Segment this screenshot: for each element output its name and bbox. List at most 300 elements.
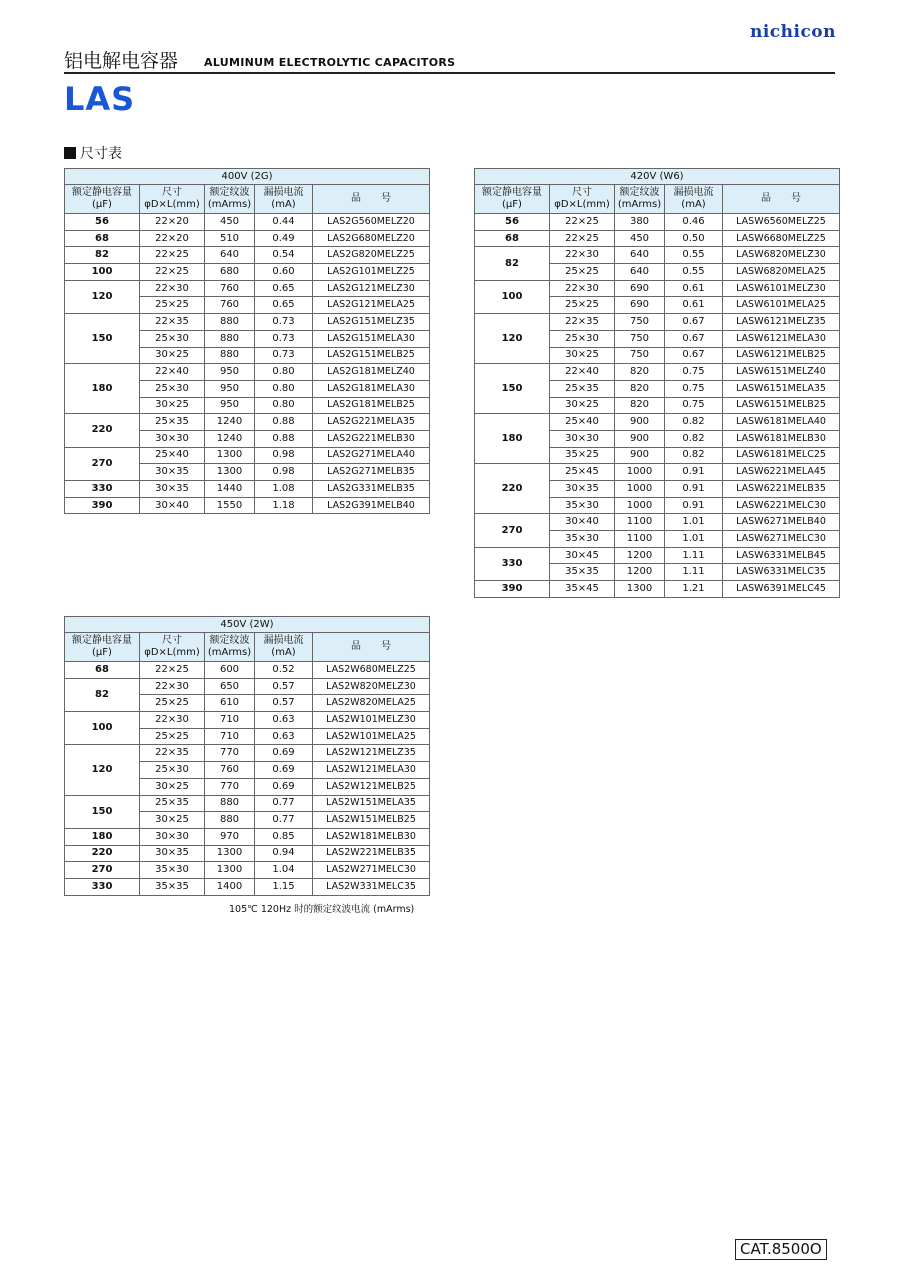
- voltage-label: 420V (W6): [475, 169, 840, 185]
- capacitance-cell: 68: [475, 230, 550, 247]
- part-number-cell: LAS2W101MELA25: [313, 728, 430, 745]
- part-number-cell: LAS2W820MELA25: [313, 695, 430, 712]
- table-row: [475, 414, 840, 431]
- part-number-cell: LASW6331MELC35: [723, 564, 840, 581]
- part-number-cell: LASW6151MELZ40: [723, 364, 840, 381]
- table-row: [65, 497, 430, 514]
- column-header-row: [65, 633, 430, 662]
- ripple-cell: 880: [205, 330, 255, 347]
- part-number-cell: LASW6101MELA25: [723, 297, 840, 314]
- part-number-cell: LAS2G391MELB40: [313, 497, 430, 514]
- part-number-cell: LAS2W221MELB35: [313, 845, 430, 862]
- table-row: [65, 414, 430, 431]
- col-ripple-header-line: 额定纹波: [209, 187, 250, 198]
- size-cell: 25×25: [550, 264, 615, 281]
- part-number-cell: LAS2W101MELZ30: [313, 712, 430, 729]
- size-cell: 30×25: [140, 812, 205, 829]
- size-cell: 30×35: [140, 481, 205, 498]
- voltage-row: [475, 169, 840, 185]
- size-cell: 22×30: [550, 247, 615, 264]
- col-size-header-line: 尺寸: [162, 635, 182, 646]
- size-cell: 22×25: [140, 264, 205, 281]
- voltage-row: [65, 617, 430, 633]
- part-number-cell: LASW6151MELA35: [723, 380, 840, 397]
- capacitance-cell: 270: [475, 514, 550, 547]
- spec-table-420v: [474, 168, 840, 598]
- leakage-cell: 0.91: [665, 464, 723, 481]
- col-size-header-line: φD×L(mm): [554, 199, 610, 210]
- size-cell: 25×35: [140, 795, 205, 812]
- leakage-cell: 0.91: [665, 481, 723, 498]
- part-number-cell: LAS2G151MELZ35: [313, 314, 430, 331]
- leakage-cell: 0.98: [255, 464, 313, 481]
- capacitance-cell: 330: [475, 547, 550, 580]
- size-cell: 30×30: [140, 828, 205, 845]
- table-row: [65, 845, 430, 862]
- leakage-cell: 0.55: [665, 247, 723, 264]
- ripple-cell: 650: [205, 678, 255, 695]
- size-cell: 25×35: [550, 380, 615, 397]
- ripple-cell: 1000: [615, 497, 665, 514]
- col-size-header: [140, 633, 205, 662]
- col-leak-header: [255, 633, 313, 662]
- leakage-cell: 0.75: [665, 380, 723, 397]
- leakage-cell: 0.65: [255, 280, 313, 297]
- col-size-header: [140, 185, 205, 214]
- ripple-cell: 1000: [615, 464, 665, 481]
- ripple-cell: 880: [205, 795, 255, 812]
- part-number-cell: LASW6391MELC45: [723, 581, 840, 598]
- size-cell: 30×35: [140, 464, 205, 481]
- ripple-cell: 770: [205, 745, 255, 762]
- capacitance-cell: 150: [65, 314, 140, 364]
- table-row: [475, 214, 840, 231]
- part-number-cell: LASW6221MELB35: [723, 481, 840, 498]
- table-body: [65, 662, 430, 896]
- leakage-cell: 0.67: [665, 347, 723, 364]
- size-cell: 30×25: [140, 397, 205, 414]
- size-cell: 22×25: [550, 214, 615, 231]
- capacitance-cell: 220: [475, 464, 550, 514]
- part-number-cell: LAS2W680MELZ25: [313, 662, 430, 679]
- capacitance-cell: 120: [65, 745, 140, 795]
- table-body: [475, 214, 840, 598]
- table-row: [65, 214, 430, 231]
- ripple-cell: 450: [615, 230, 665, 247]
- size-cell: 22×30: [140, 712, 205, 729]
- leakage-cell: 0.57: [255, 678, 313, 695]
- table-header: [65, 617, 430, 662]
- ripple-cell: 900: [615, 447, 665, 464]
- size-cell: 25×45: [550, 464, 615, 481]
- size-cell: 30×25: [140, 778, 205, 795]
- part-number-cell: LASW6820MELZ30: [723, 247, 840, 264]
- size-cell: 35×30: [550, 531, 615, 548]
- size-cell: 22×35: [140, 314, 205, 331]
- leakage-cell: 0.49: [255, 230, 313, 247]
- part-number-cell: LASW6271MELC30: [723, 531, 840, 548]
- part-number-cell: LAS2G151MELB25: [313, 347, 430, 364]
- table-row: [65, 878, 430, 895]
- size-cell: 22×40: [140, 364, 205, 381]
- leakage-cell: 0.80: [255, 380, 313, 397]
- ripple-cell: 1440: [205, 481, 255, 498]
- part-number-cell: LASW6271MELB40: [723, 514, 840, 531]
- leakage-cell: 0.80: [255, 364, 313, 381]
- leakage-cell: 0.60: [255, 264, 313, 281]
- size-cell: 22×20: [140, 214, 205, 231]
- col-cap-header-line: 额定静电容量: [482, 187, 542, 198]
- col-cap-header-line: 额定静电容量: [72, 187, 132, 198]
- leakage-cell: 1.11: [665, 564, 723, 581]
- col-ripple-header-line: (mArms): [207, 199, 252, 210]
- leakage-cell: 0.98: [255, 447, 313, 464]
- ripple-cell: 450: [205, 214, 255, 231]
- size-cell: 30×30: [550, 430, 615, 447]
- part-number-cell: LAS2G151MELA30: [313, 330, 430, 347]
- footnote: 105℃ 120Hz 时的额定纹波电流 (mArms): [229, 904, 415, 915]
- col-leak-header-line: 漏损电流: [673, 187, 714, 198]
- part-number-cell: LAS2G181MELB25: [313, 397, 430, 414]
- capacitance-cell: 180: [475, 414, 550, 464]
- part-number-cell: LASW6820MELA25: [723, 264, 840, 281]
- part-number-cell: LAS2W151MELA35: [313, 795, 430, 812]
- table-row: [65, 264, 430, 281]
- part-number-cell: LASW6560MELZ25: [723, 214, 840, 231]
- capacitance-cell: 56: [475, 214, 550, 231]
- capacitance-cell: 150: [65, 795, 140, 828]
- size-cell: 30×25: [550, 347, 615, 364]
- part-number-cell: LASW6121MELA30: [723, 330, 840, 347]
- section-title-text: 尺寸表: [80, 146, 122, 162]
- size-cell: 35×30: [550, 497, 615, 514]
- table-row: [65, 828, 430, 845]
- ripple-cell: 680: [205, 264, 255, 281]
- leakage-cell: 0.69: [255, 745, 313, 762]
- part-number-cell: LASW6121MELZ35: [723, 314, 840, 331]
- part-number-cell: LASW6331MELB45: [723, 547, 840, 564]
- size-cell: 25×25: [140, 297, 205, 314]
- table-row: [475, 581, 840, 598]
- table-row: [65, 314, 430, 331]
- section-title: [64, 143, 122, 163]
- ripple-cell: 640: [205, 247, 255, 264]
- table-row: [65, 662, 430, 679]
- leakage-cell: 0.44: [255, 214, 313, 231]
- col-part-header: 品 号: [313, 633, 430, 662]
- ripple-cell: 1550: [205, 497, 255, 514]
- table-row: [65, 795, 430, 812]
- col-ripple-header-line: 额定纹波: [619, 187, 660, 198]
- size-cell: 22×25: [140, 247, 205, 264]
- size-cell: 22×35: [550, 314, 615, 331]
- table-row: [475, 364, 840, 381]
- ripple-cell: 970: [205, 828, 255, 845]
- ripple-cell: 710: [205, 712, 255, 729]
- part-number-cell: LAS2G560MELZ20: [313, 214, 430, 231]
- leakage-cell: 0.54: [255, 247, 313, 264]
- part-number-cell: LAS2G121MELZ30: [313, 280, 430, 297]
- part-number-cell: LASW6121MELB25: [723, 347, 840, 364]
- size-cell: 22×30: [140, 280, 205, 297]
- part-number-cell: LAS2W271MELC30: [313, 862, 430, 879]
- leakage-cell: 0.50: [665, 230, 723, 247]
- ripple-cell: 1240: [205, 430, 255, 447]
- size-cell: 25×25: [140, 695, 205, 712]
- ripple-cell: 1300: [205, 447, 255, 464]
- leakage-cell: 0.88: [255, 430, 313, 447]
- capacitance-cell: 330: [65, 481, 140, 498]
- part-number-cell: LAS2W121MELA30: [313, 762, 430, 779]
- leakage-cell: 0.69: [255, 762, 313, 779]
- leakage-cell: 0.65: [255, 297, 313, 314]
- part-number-cell: LAS2W820MELZ30: [313, 678, 430, 695]
- leakage-cell: 0.82: [665, 414, 723, 431]
- capacitance-cell: 120: [475, 314, 550, 364]
- ripple-cell: 750: [615, 347, 665, 364]
- leakage-cell: 1.01: [665, 514, 723, 531]
- col-ripple-header: [205, 185, 255, 214]
- ripple-cell: 1300: [205, 464, 255, 481]
- ripple-cell: 880: [205, 347, 255, 364]
- ripple-cell: 690: [615, 280, 665, 297]
- col-part-header: 品 号: [313, 185, 430, 214]
- ripple-cell: 750: [615, 330, 665, 347]
- ripple-cell: 1400: [205, 878, 255, 895]
- size-cell: 25×25: [140, 728, 205, 745]
- capacitance-cell: 220: [65, 414, 140, 447]
- col-cap-header-line: (µF): [502, 199, 522, 210]
- capacitance-cell: 120: [65, 280, 140, 313]
- capacitance-cell: 330: [65, 878, 140, 895]
- part-number-cell: LAS2G221MELA35: [313, 414, 430, 431]
- ripple-cell: 950: [205, 397, 255, 414]
- size-cell: 35×25: [550, 447, 615, 464]
- spec-table-400v: [64, 168, 430, 514]
- ripple-cell: 770: [205, 778, 255, 795]
- table-row: [475, 464, 840, 481]
- part-number-cell: LAS2G121MELA25: [313, 297, 430, 314]
- capacitance-cell: 270: [65, 447, 140, 480]
- col-ripple-header-line: (mArms): [207, 647, 252, 658]
- part-number-cell: LAS2G221MELB30: [313, 430, 430, 447]
- table-row: [475, 514, 840, 531]
- leakage-cell: 0.67: [665, 330, 723, 347]
- ripple-cell: 380: [615, 214, 665, 231]
- ripple-cell: 640: [615, 264, 665, 281]
- leakage-cell: 1.11: [665, 547, 723, 564]
- capacitance-cell: 82: [65, 247, 140, 264]
- size-cell: 35×35: [140, 878, 205, 895]
- part-number-cell: LAS2G271MELA40: [313, 447, 430, 464]
- leakage-cell: 0.61: [665, 297, 723, 314]
- part-number-cell: LASW6181MELB30: [723, 430, 840, 447]
- leakage-cell: 0.82: [665, 447, 723, 464]
- leakage-cell: 1.18: [255, 497, 313, 514]
- leakage-cell: 0.85: [255, 828, 313, 845]
- size-cell: 30×30: [140, 430, 205, 447]
- column-header-row: [475, 185, 840, 214]
- ripple-cell: 880: [205, 314, 255, 331]
- size-cell: 22×40: [550, 364, 615, 381]
- col-cap-header: [475, 185, 550, 214]
- voltage-label: 450V (2W): [65, 617, 430, 633]
- capacitance-cell: 100: [475, 280, 550, 313]
- col-cap-header-line: (µF): [92, 199, 112, 210]
- part-number-cell: LAS2G680MELZ20: [313, 230, 430, 247]
- capacitance-cell: 180: [65, 364, 140, 414]
- ripple-cell: 760: [205, 280, 255, 297]
- table-body: [65, 214, 430, 514]
- brand-logo: nichicon: [749, 22, 836, 42]
- ripple-cell: 600: [205, 662, 255, 679]
- table-row: [65, 712, 430, 729]
- ripple-cell: 510: [205, 230, 255, 247]
- col-cap-header-line: 额定静电容量: [72, 635, 132, 646]
- capacitance-cell: 100: [65, 264, 140, 281]
- table-row: [65, 745, 430, 762]
- size-cell: 25×40: [550, 414, 615, 431]
- leakage-cell: 0.73: [255, 330, 313, 347]
- leakage-cell: 0.67: [665, 314, 723, 331]
- size-cell: 30×25: [550, 397, 615, 414]
- capacitance-cell: 56: [65, 214, 140, 231]
- size-cell: 25×35: [140, 414, 205, 431]
- ripple-cell: 640: [615, 247, 665, 264]
- col-leak-header-line: 漏损电流: [263, 635, 304, 646]
- leakage-cell: 0.75: [665, 364, 723, 381]
- leakage-cell: 0.82: [665, 430, 723, 447]
- ripple-cell: 1300: [615, 581, 665, 598]
- ripple-cell: 1200: [615, 564, 665, 581]
- leakage-cell: 0.80: [255, 397, 313, 414]
- col-leak-header: [255, 185, 313, 214]
- part-number-cell: LASW6221MELC30: [723, 497, 840, 514]
- header-title-en: ALUMINUM ELECTROLYTIC CAPACITORS: [204, 56, 456, 69]
- ripple-cell: 1240: [205, 414, 255, 431]
- part-number-cell: LAS2G181MELZ40: [313, 364, 430, 381]
- leakage-cell: 0.77: [255, 812, 313, 829]
- header-rule: [64, 72, 835, 74]
- table-row: [65, 481, 430, 498]
- leakage-cell: 0.73: [255, 314, 313, 331]
- ripple-cell: 880: [205, 812, 255, 829]
- table-header: [475, 169, 840, 214]
- col-leak-header-line: (mA): [271, 647, 296, 658]
- leakage-cell: 1.15: [255, 878, 313, 895]
- ripple-cell: 1300: [205, 845, 255, 862]
- size-cell: 22×20: [140, 230, 205, 247]
- part-number-cell: LAS2G331MELB35: [313, 481, 430, 498]
- leakage-cell: 0.63: [255, 728, 313, 745]
- table-row: [65, 447, 430, 464]
- size-cell: 35×45: [550, 581, 615, 598]
- ripple-cell: 820: [615, 397, 665, 414]
- ripple-cell: 610: [205, 695, 255, 712]
- ripple-cell: 950: [205, 364, 255, 381]
- ripple-cell: 1300: [205, 862, 255, 879]
- leakage-cell: 0.91: [665, 497, 723, 514]
- capacitance-cell: 180: [65, 828, 140, 845]
- leakage-cell: 1.04: [255, 862, 313, 879]
- voltage-label: 400V (2G): [65, 169, 430, 185]
- size-cell: 30×45: [550, 547, 615, 564]
- table-row: [65, 247, 430, 264]
- size-cell: 22×25: [550, 230, 615, 247]
- ripple-cell: 820: [615, 364, 665, 381]
- size-cell: 25×30: [140, 380, 205, 397]
- col-cap-header: [65, 633, 140, 662]
- leakage-cell: 0.88: [255, 414, 313, 431]
- part-number-cell: LASW6181MELA40: [723, 414, 840, 431]
- leakage-cell: 1.08: [255, 481, 313, 498]
- table-row: [65, 230, 430, 247]
- size-cell: 30×25: [140, 347, 205, 364]
- size-cell: 30×35: [140, 845, 205, 862]
- part-number-cell: LAS2W151MELB25: [313, 812, 430, 829]
- table-row: [475, 280, 840, 297]
- col-ripple-header-line: 额定纹波: [209, 635, 250, 646]
- capacitance-cell: 68: [65, 662, 140, 679]
- col-size-header-line: φD×L(mm): [144, 199, 200, 210]
- capacitance-cell: 68: [65, 230, 140, 247]
- ripple-cell: 820: [615, 380, 665, 397]
- col-size-header-line: 尺寸: [572, 187, 592, 198]
- table-row: [65, 862, 430, 879]
- size-cell: 25×30: [140, 762, 205, 779]
- leakage-cell: 0.61: [665, 280, 723, 297]
- part-number-cell: LAS2W121MELZ35: [313, 745, 430, 762]
- part-number-cell: LAS2W331MELC35: [313, 878, 430, 895]
- voltage-row: [65, 169, 430, 185]
- col-size-header: [550, 185, 615, 214]
- part-number-cell: LASW6101MELZ30: [723, 280, 840, 297]
- ripple-cell: 950: [205, 380, 255, 397]
- table-row: [65, 678, 430, 695]
- capacitance-cell: 82: [65, 678, 140, 711]
- table-row: [65, 280, 430, 297]
- part-number-cell: LAS2W181MELB30: [313, 828, 430, 845]
- col-size-header-line: 尺寸: [162, 187, 182, 198]
- size-cell: 22×30: [140, 678, 205, 695]
- ripple-cell: 900: [615, 430, 665, 447]
- col-cap-header-line: (µF): [92, 647, 112, 658]
- size-cell: 35×30: [140, 862, 205, 879]
- size-cell: 35×35: [550, 564, 615, 581]
- capacitance-cell: 270: [65, 862, 140, 879]
- ripple-cell: 750: [615, 314, 665, 331]
- leakage-cell: 1.01: [665, 531, 723, 548]
- capacitance-cell: 82: [475, 247, 550, 280]
- leakage-cell: 0.73: [255, 347, 313, 364]
- leakage-cell: 0.52: [255, 662, 313, 679]
- table-row: [475, 230, 840, 247]
- series-name: LAS: [64, 80, 136, 118]
- leakage-cell: 0.46: [665, 214, 723, 231]
- column-header-row: [65, 185, 430, 214]
- size-cell: 25×40: [140, 447, 205, 464]
- ripple-cell: 1100: [615, 531, 665, 548]
- capacitance-cell: 220: [65, 845, 140, 862]
- ripple-cell: 710: [205, 728, 255, 745]
- leakage-cell: 0.57: [255, 695, 313, 712]
- part-number-cell: LASW6151MELB25: [723, 397, 840, 414]
- part-number-cell: LASW6221MELA45: [723, 464, 840, 481]
- col-part-header: 品 号: [723, 185, 840, 214]
- ripple-cell: 690: [615, 297, 665, 314]
- leakage-cell: 0.63: [255, 712, 313, 729]
- size-cell: 30×40: [140, 497, 205, 514]
